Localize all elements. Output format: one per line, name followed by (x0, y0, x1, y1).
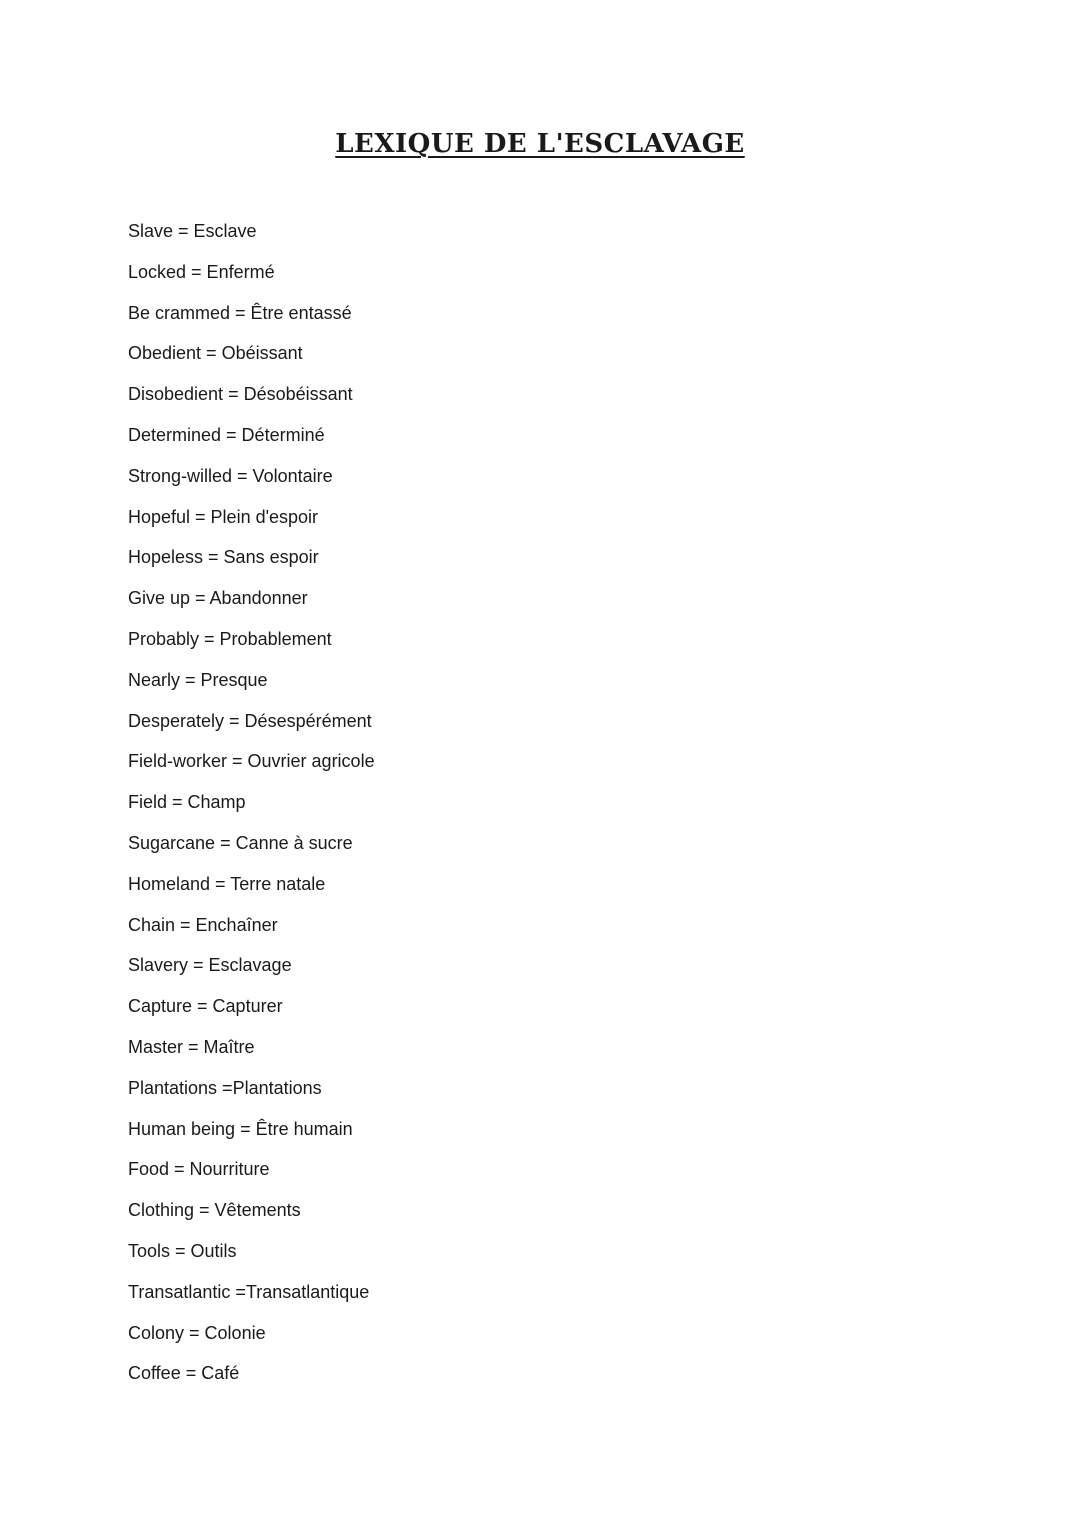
vocab-entry: Disobedient = Désobéissant (128, 384, 353, 405)
vocab-entry: Slave = Esclave (128, 221, 257, 241)
vocab-entry: Probably = Probablement (128, 628, 332, 649)
vocab-entry: Field = Champ (128, 792, 246, 813)
vocab-entry: Slavery = Esclavage (128, 955, 292, 976)
vocab-entry: Desperately = Désespérément (128, 710, 372, 731)
vocab-entry: Capture = Capturer (128, 996, 283, 1017)
vocab-entry: Give up = Abandonner (128, 588, 308, 609)
vocab-entry: Food = Nourriture (128, 1159, 270, 1180)
vocab-entry: Colony = Colonie (128, 1322, 266, 1343)
vocab-entry: Tools = Outils (128, 1240, 237, 1261)
vocab-entry: Transatlantic =Transatlantique (128, 1281, 370, 1302)
vocab-entry: Master = Maître (128, 1036, 255, 1057)
vocab-entry: Sugarcane = Canne à sucre (128, 832, 353, 853)
vocab-entry: Coffee = Café (128, 1363, 240, 1384)
vocabulary-list (128, 219, 375, 1402)
vocab-entry: Clothing = Vêtements (128, 1200, 301, 1221)
vocab-entry: Plantations =Plantations (128, 1077, 322, 1098)
vocab-entry: Be crammed = Être entassé (128, 302, 352, 323)
page-title (0, 126, 1080, 162)
vocab-entry: Chain = Enchaîner (128, 914, 278, 935)
page-title-text: LEXIQUE DE L'ESCLAVAGE (335, 129, 745, 159)
vocab-entry: Strong-willed = Volontaire (128, 465, 333, 486)
vocab-entry: Determined = Déterminé (128, 424, 325, 445)
vocab-entry: Hopeless = Sans espoir (128, 547, 319, 568)
vocab-entry: Homeland = Terre natale (128, 873, 326, 894)
vocab-entry: Obedient = Obéissant (128, 343, 303, 364)
vocab-entry: Locked = Enfermé (128, 261, 275, 282)
vocab-entry: Field-worker = Ouvrier agricole (128, 751, 375, 772)
vocab-entry: Human being = Être humain (128, 1118, 353, 1139)
vocab-entry: Hopeful = Plein d'espoir (128, 506, 319, 527)
vocab-entry: Nearly = Presque (128, 669, 268, 690)
